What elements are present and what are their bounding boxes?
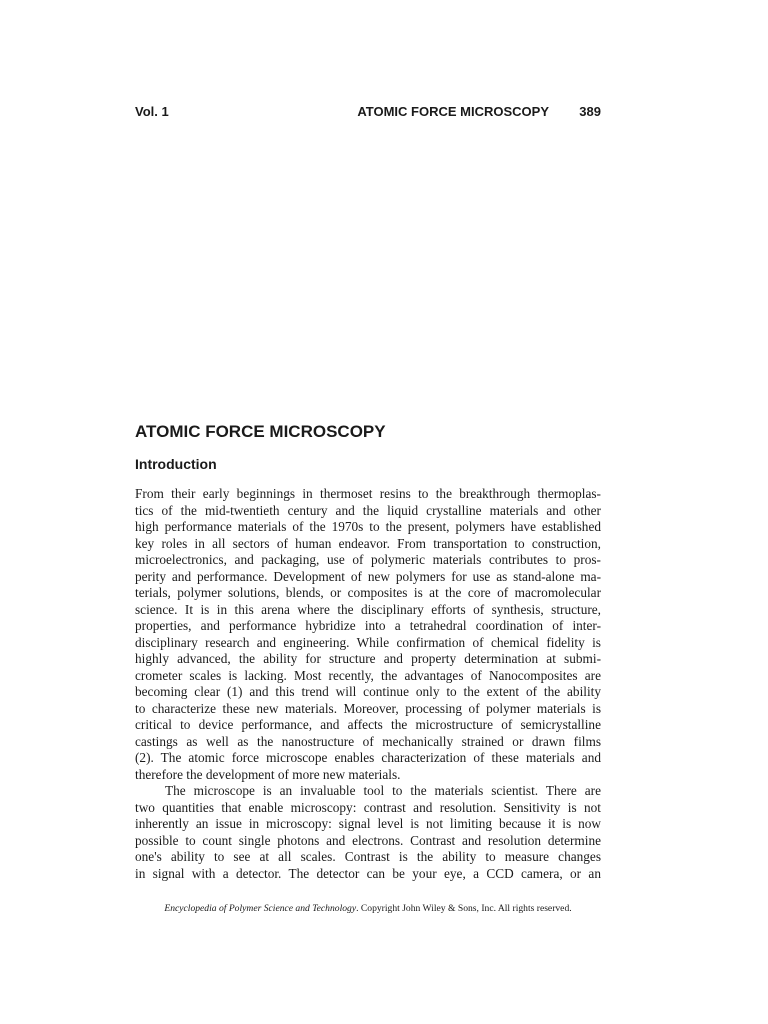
text-line: two quantities that enable microscopy: contrast and resolution. Sensitivity is not <box>135 799 601 815</box>
text-line: terials, polymer solutions, blends, or composites is at the core of macromolecular <box>135 585 601 600</box>
text-line: inherently an issue in microscopy: signal level is not limiting because it is now <box>135 816 601 831</box>
text-line: perity and performance. Development of new polymers for use as stand-alone ma- <box>135 568 601 584</box>
article-title: ATOMIC FORCE MICROSCOPY <box>135 422 386 441</box>
text-line: possible to count single photons and electrons. Contrast and resolution determine <box>135 832 601 848</box>
text-line: From their early beginnings in thermoset resins to the breakthrough thermoplas- <box>135 486 601 501</box>
text-line: becoming clear (1) and this trend will continue only to the extent of the ability <box>135 684 601 699</box>
text-line: crometer scales is lacking. Most recently, the advantages of Nanocomposites are <box>135 667 601 683</box>
body-text <box>135 486 601 882</box>
text-line: key roles in all sectors of human endeavor. From transportation to construction, <box>135 535 601 551</box>
volume-label: Vol. 1 <box>135 104 169 119</box>
text-line: highly advanced, the ability for structure and property determination at submi- <box>135 651 601 666</box>
text-line: critical to device performance, and affects the microstructure of semicrystalline <box>135 717 601 732</box>
text-line: properties, and performance hybridize into a tetrahedral coordination of inter- <box>135 618 601 633</box>
text-line: one's ability to see at all scales. Contrast is the ability to measure changes <box>135 849 601 864</box>
paragraph <box>135 486 601 783</box>
text-line: castings as well as the nanostructure of mechanically strained or drawn films <box>135 733 601 749</box>
text-line: disciplinary research and engineering. While confirmation of chemical fidelity is <box>135 634 601 650</box>
running-title: ATOMIC FORCE MICROSCOPY <box>357 104 549 119</box>
page-number: 389 <box>579 104 601 119</box>
text-line: (2). The atomic force microscope enables characterization of these materials and <box>135 750 601 765</box>
journal-title: Encyclopedia of Polymer Science and Technology <box>164 903 357 914</box>
text-line: tics of the mid-twentieth century and the liquid crystalline materials and other <box>135 502 601 518</box>
section-heading: Introduction <box>135 456 217 472</box>
copyright-notice: . Copyright John Wiley & Sons, Inc. All rights reserved. <box>356 903 572 914</box>
text-line: to characterize these new materials. Moreover, processing of polymer materials is <box>135 700 601 716</box>
text-line: in signal with a detector. The detector can be your eye, a CCD camera, or an <box>135 865 601 881</box>
paragraph <box>135 783 601 882</box>
text-line: microelectronics, and packaging, use of polymeric materials contributes to pros- <box>135 552 601 567</box>
text-line: science. It is in this arena where the disciplinary efforts of synthesis, structure, <box>135 601 601 617</box>
running-head <box>135 102 601 122</box>
text-line: therefore the development of more new materials. <box>135 766 401 782</box>
text-line: high performance materials of the 1970s to the present, polymers have established <box>135 519 601 534</box>
text-line: The microscope is an invaluable tool to the materials scientist. There are <box>165 783 601 798</box>
copyright-footer <box>135 902 601 916</box>
